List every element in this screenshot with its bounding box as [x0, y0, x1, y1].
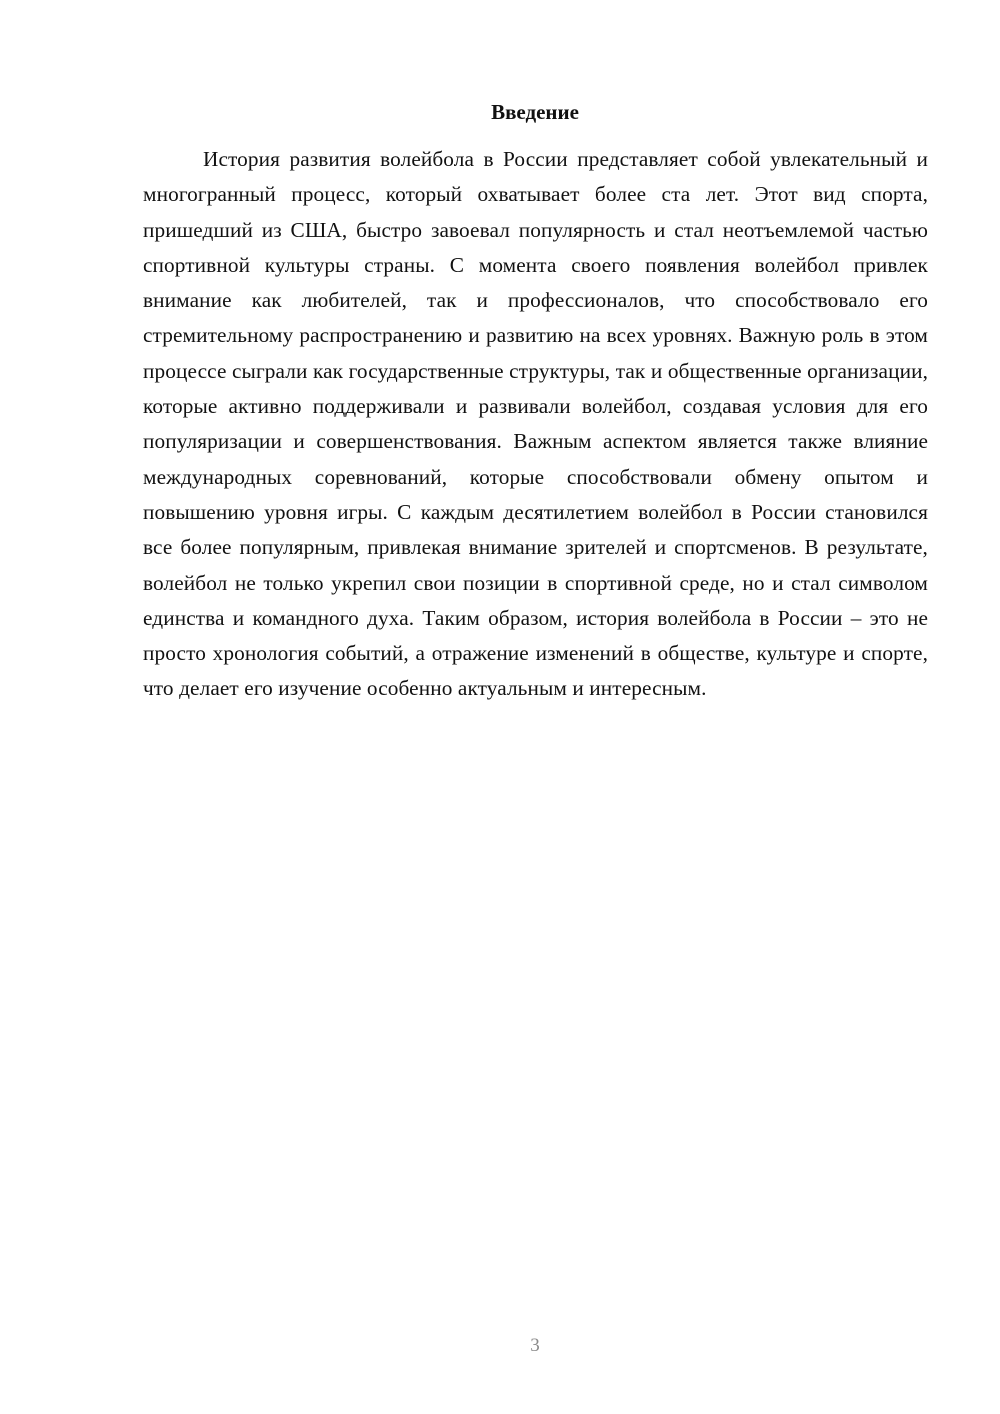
- section-heading: Введение: [491, 100, 579, 124]
- intro-paragraph: История развития волейбола в России представляет собой увлекательный и многогранный процесс, который охватывает более ста лет. Этот вид спорта, пришедший из США, быстро завоевал популярность и стал неотъемлемой частью спортивной культуры страны. С момента своего появления волейбол привлек внимание как любителей, так и профессионалов, что способствовало его стремительному распространению и развитию на всех уровнях. Важную роль в этом процессе сыграли как государственные структуры, так и общественные организации, которые активно поддерживали и развивали волейбол, создавая условия для его популяризации и совершенствования. Важным аспектом является также влияние международных соревнований, которые способствовали обмену опытом и повышению уровня игры. С каждым десятилетием волейбол в России становился все более популярным, привлекая внимание зрителей и спортсменов. В результате, волейбол не только укрепил свои позиции в спортивной среде, но и стал символом единства и командного духа. Таким образом, история волейбола в России – это не просто хронология событий, а отражение изменений в обществе, культуре и спорте, что делает его изучение особенно актуальным и интересным.: [143, 147, 928, 701]
- page-number: 3: [530, 1335, 540, 1356]
